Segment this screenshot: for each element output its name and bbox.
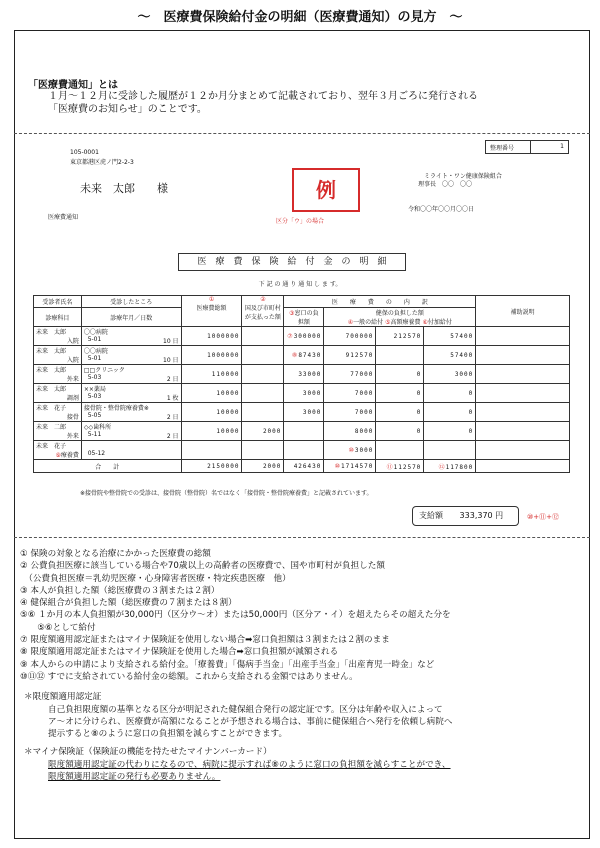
general-cell: 912570 <box>324 346 376 365</box>
payment-box <box>412 506 519 526</box>
circle-2: ② <box>260 296 266 303</box>
gendo-line-3: 提示すると⑧のように窓口の負担額を減らすことができます。 <box>48 729 288 740</box>
total-cell: 10000 <box>181 403 242 422</box>
divider-bottom <box>14 537 590 538</box>
note-1: ① 保険の対象となる治療にかかった医療費の総額 <box>20 549 211 559</box>
note-cell <box>476 365 570 384</box>
intro-line-1: １月～１２月に受診した履歴が１２か月分まとめて記載されており、翌年３月ごろに発行される <box>48 91 478 102</box>
window-cell: 3000 <box>284 384 324 403</box>
window-cell: ⑦300000 <box>284 327 324 346</box>
header-addon: 付加給付 <box>427 319 452 326</box>
patient-cell: 未来 太郎 外来 <box>34 365 82 384</box>
circle-5: ⑤ <box>385 319 391 326</box>
total-cell <box>181 441 242 460</box>
sum-general-value: 1714570 <box>341 462 374 470</box>
public-cell <box>242 384 284 403</box>
note-cell <box>476 403 570 422</box>
sum-general <box>324 460 376 473</box>
header-total <box>181 296 242 327</box>
highcost-cell: 0 <box>376 403 424 422</box>
general-cell: 700000 <box>324 327 376 346</box>
intro-heading: 「医療費通知」とは <box>28 80 118 91</box>
highcost-cell: 212570 <box>376 327 424 346</box>
circle-12: ⑫ <box>438 463 446 471</box>
window-cell: 3000 <box>284 403 324 422</box>
note-2: ② 公費負担医療に該当している場合や70歳以上の高齢者の医療費で、国や市町村が負担した額 <box>20 561 385 572</box>
total-cell: 1000000 <box>181 327 242 346</box>
note-cell <box>476 441 570 460</box>
reference-label: 整理番号 <box>490 145 515 152</box>
sum-row <box>34 460 570 473</box>
place-cell: 〇〇病院 5-01 10 日 <box>81 327 181 346</box>
highcost-cell: 0 <box>376 422 424 441</box>
addon-cell: 0 <box>424 403 476 422</box>
note-cell <box>476 346 570 365</box>
patient-cell: 未来 太郎 入院 <box>34 346 82 365</box>
director-name: 理事長 〇〇 〇〇 <box>418 181 473 188</box>
recipient-name: 未来 太郎 様 <box>80 182 168 195</box>
addon-cell: 57400 <box>424 346 476 365</box>
payment-value: 333,370 円 <box>459 511 504 520</box>
statement-table <box>33 295 570 473</box>
header-public <box>242 296 284 327</box>
circle-10: ⑩ <box>334 462 342 470</box>
gendo-line-1: 自己負担限度額の基準となる区分が明記された健保組合発行の認定証です。区分は年齢や収入によって <box>48 704 443 715</box>
general-cell: 7000 <box>324 403 376 422</box>
addon-cell: 3000 <box>424 365 476 384</box>
note-cell <box>476 384 570 403</box>
insurer-name: ミライト・ワン健康保険組合 <box>424 173 502 180</box>
total-cell: 1000000 <box>181 346 242 365</box>
sum-notes <box>476 460 570 473</box>
sum-high <box>376 460 424 473</box>
header-public-label: 国及び市町村が支払った額 <box>244 305 281 321</box>
place-cell: 05-12 <box>81 441 181 460</box>
myna-title: ＊マイナ保険証（保険証の機能を持たせたマイナンバーカード） <box>24 747 272 758</box>
window-cell: 33000 <box>284 365 324 384</box>
note-5: ⑤⑥ １か月の本人負担額が30,000円（区分ウ～オ）または50,000円（区分ア・イ）を超えたらその超えた分を <box>20 610 451 621</box>
place-cell: □□クリニック 5-03 2 日 <box>81 365 181 384</box>
general-cell: ⑩3000 <box>324 441 376 460</box>
public-cell <box>242 327 284 346</box>
reference-value: 1 <box>560 143 564 150</box>
note-cell <box>476 327 570 346</box>
note-9: ⑨ 本人からの申請により支給される給付金。「療養費」「傷病手当金」「出産手当金」「出産育児一時金」など <box>20 659 435 670</box>
addon-cell: 57400 <box>424 327 476 346</box>
header-dept: 診療科目 <box>34 308 82 327</box>
table-footnote: ※接骨院や整骨院での受診は、接骨院（整骨院）名ではなく「接骨院・整骨院療養費」と記載されています。 <box>80 490 373 497</box>
sum-window: 426430 <box>284 460 324 473</box>
general-cell: 8000 <box>324 422 376 441</box>
table-body <box>34 327 570 460</box>
note-7: ⑦ 限度額適用認定証またはマイナ保険証を使用しない場合➡窓口負担額は３割または２割のまま <box>20 635 390 646</box>
window-cell <box>284 441 324 460</box>
patient-cell: 未来 花子 接骨 <box>34 403 82 422</box>
place-cell: ××薬局 5-03 1 枚 <box>81 384 181 403</box>
header-month-days: 診療年月／日数 <box>81 308 181 327</box>
public-cell <box>242 403 284 422</box>
public-cell <box>242 441 284 460</box>
intro-text <box>48 90 578 116</box>
explanation-notes <box>20 548 590 783</box>
header-window <box>284 308 324 327</box>
sum-high-value: 112570 <box>393 463 422 471</box>
window-cell <box>284 422 324 441</box>
patient-cell: 未来 二郎 外来 <box>34 422 82 441</box>
total-cell: 110000 <box>181 365 242 384</box>
issue-date: 令和〇〇年〇〇月〇〇日 <box>408 206 475 213</box>
header-total-label: 医療費総額 <box>196 305 227 312</box>
circle-4: ④ <box>347 319 354 326</box>
note-8: ⑧ 限度額適用認定証またはマイナ保険証を使用した場合➡窓口負担額が減額される <box>20 647 339 658</box>
payment-formula: ⑩+⑪+⑫ <box>527 513 560 521</box>
total-cell: 10000 <box>181 384 242 403</box>
reference-divider <box>530 141 531 153</box>
window-cell: ⑧87430 <box>284 346 324 365</box>
place-cell: ◇◇歯科所 5-11 2 日 <box>81 422 181 441</box>
sum-total: 2150000 <box>181 460 242 473</box>
doc-label: 医療費通知 <box>48 214 79 221</box>
note-10: ⑩⑪⑫ すでに支給されている給付金の総額。これから支給される金額ではありません。 <box>20 671 358 682</box>
table-title: 医 療 費 保 険 給 付 金 の 明 細 <box>178 253 406 271</box>
intro-line-2: 「医療費のお知らせ」のことです。 <box>48 104 207 115</box>
public-cell: 2000 <box>242 422 284 441</box>
sum-public: 2000 <box>242 460 284 473</box>
header-breakdown: 医 療 費 の 内 訳 <box>284 296 476 308</box>
highcost-cell: 0 <box>376 365 424 384</box>
highcost-cell <box>376 441 424 460</box>
circle-1: ① <box>208 296 215 303</box>
header-patient: 受診者氏名 <box>34 296 82 308</box>
header-window-label: 窓口の負担額 <box>294 310 319 326</box>
place-cell: 〇〇病院 5-01 10 日 <box>81 346 181 365</box>
note-3: ③ 本人が負担した額（総医療費の３割または２割） <box>20 585 220 596</box>
addon-cell: 0 <box>424 422 476 441</box>
public-cell <box>242 346 284 365</box>
address: 東京都港区虎ノ門2-2-3 <box>70 159 134 166</box>
patient-cell: 未来 花子 ⑨療養費 <box>34 441 82 460</box>
patient-cell: 未来 太郎 調剤 <box>34 384 82 403</box>
reference-box <box>485 140 569 154</box>
circle-11: ⑪ <box>386 463 394 471</box>
patient-cell: 未来 太郎 入院 <box>34 327 82 346</box>
addon-cell <box>424 441 476 460</box>
note-cell <box>476 422 570 441</box>
public-cell <box>242 365 284 384</box>
gendo-line-2: ア～オに分けられ、医療費が高額になることが予想される場合は、事前に健保組合へ発行を依頼し病院へ <box>48 716 453 727</box>
highcost-cell <box>376 346 424 365</box>
sum-label: 合 計 <box>34 460 182 473</box>
place-cell: 接骨院・整骨院療養費※ 5-05 2 日 <box>81 403 181 422</box>
header-kenpo <box>324 308 476 327</box>
addon-cell: 0 <box>424 384 476 403</box>
sum-add-value: 117800 <box>445 463 474 471</box>
header-notes: 補助説明 <box>476 296 570 327</box>
divider-top <box>14 133 590 134</box>
circle-6: ⑥ <box>422 319 428 326</box>
postal-code: 105-0001 <box>70 149 99 156</box>
page-title: ～ 医療費保険給付金の明細（医療費通知）の見方 ～ <box>137 10 463 25</box>
spacer <box>20 683 590 691</box>
header-highcost: 高額療養費 <box>390 319 421 326</box>
total-cell: 10000 <box>181 422 242 441</box>
header-place: 受診したところ <box>81 296 181 308</box>
myna-line-1: 限度額適用認定証の代わりになるので、病院に提示すれば⑧のように窓口の負担額を減らすことができ、 <box>48 759 451 770</box>
circle-3: ③ <box>289 310 295 317</box>
highcost-cell: 0 <box>376 384 424 403</box>
sum-add <box>424 460 476 473</box>
note-5b: ⑤⑥として給付 <box>20 622 96 633</box>
gendo-title: ＊限度額適用認定証 <box>24 692 102 703</box>
example-caption: 区分「ウ」の場合 <box>276 218 325 225</box>
table-subtitle: 下 記 の 通 り 通 知 し ま す。 <box>258 281 342 288</box>
header-kenpo-label: 健保の負担した額 <box>375 310 424 317</box>
note-2b: （公費負担医療＝乳幼児医療・心身障害者医療・特定疾患医療 他） <box>20 573 291 584</box>
general-cell: 77000 <box>324 365 376 384</box>
note-4: ④ 健保組合が負担した額（総医療費の７割または８割） <box>20 598 237 609</box>
payment-label: 支給額 <box>419 511 443 520</box>
example-stamp: 例 <box>292 168 360 212</box>
myna-line-2: 限度額適用認定証の発行も必要ありません。 <box>48 772 221 783</box>
general-cell: 7000 <box>324 384 376 403</box>
header-general: 一般の給付 <box>353 319 384 326</box>
